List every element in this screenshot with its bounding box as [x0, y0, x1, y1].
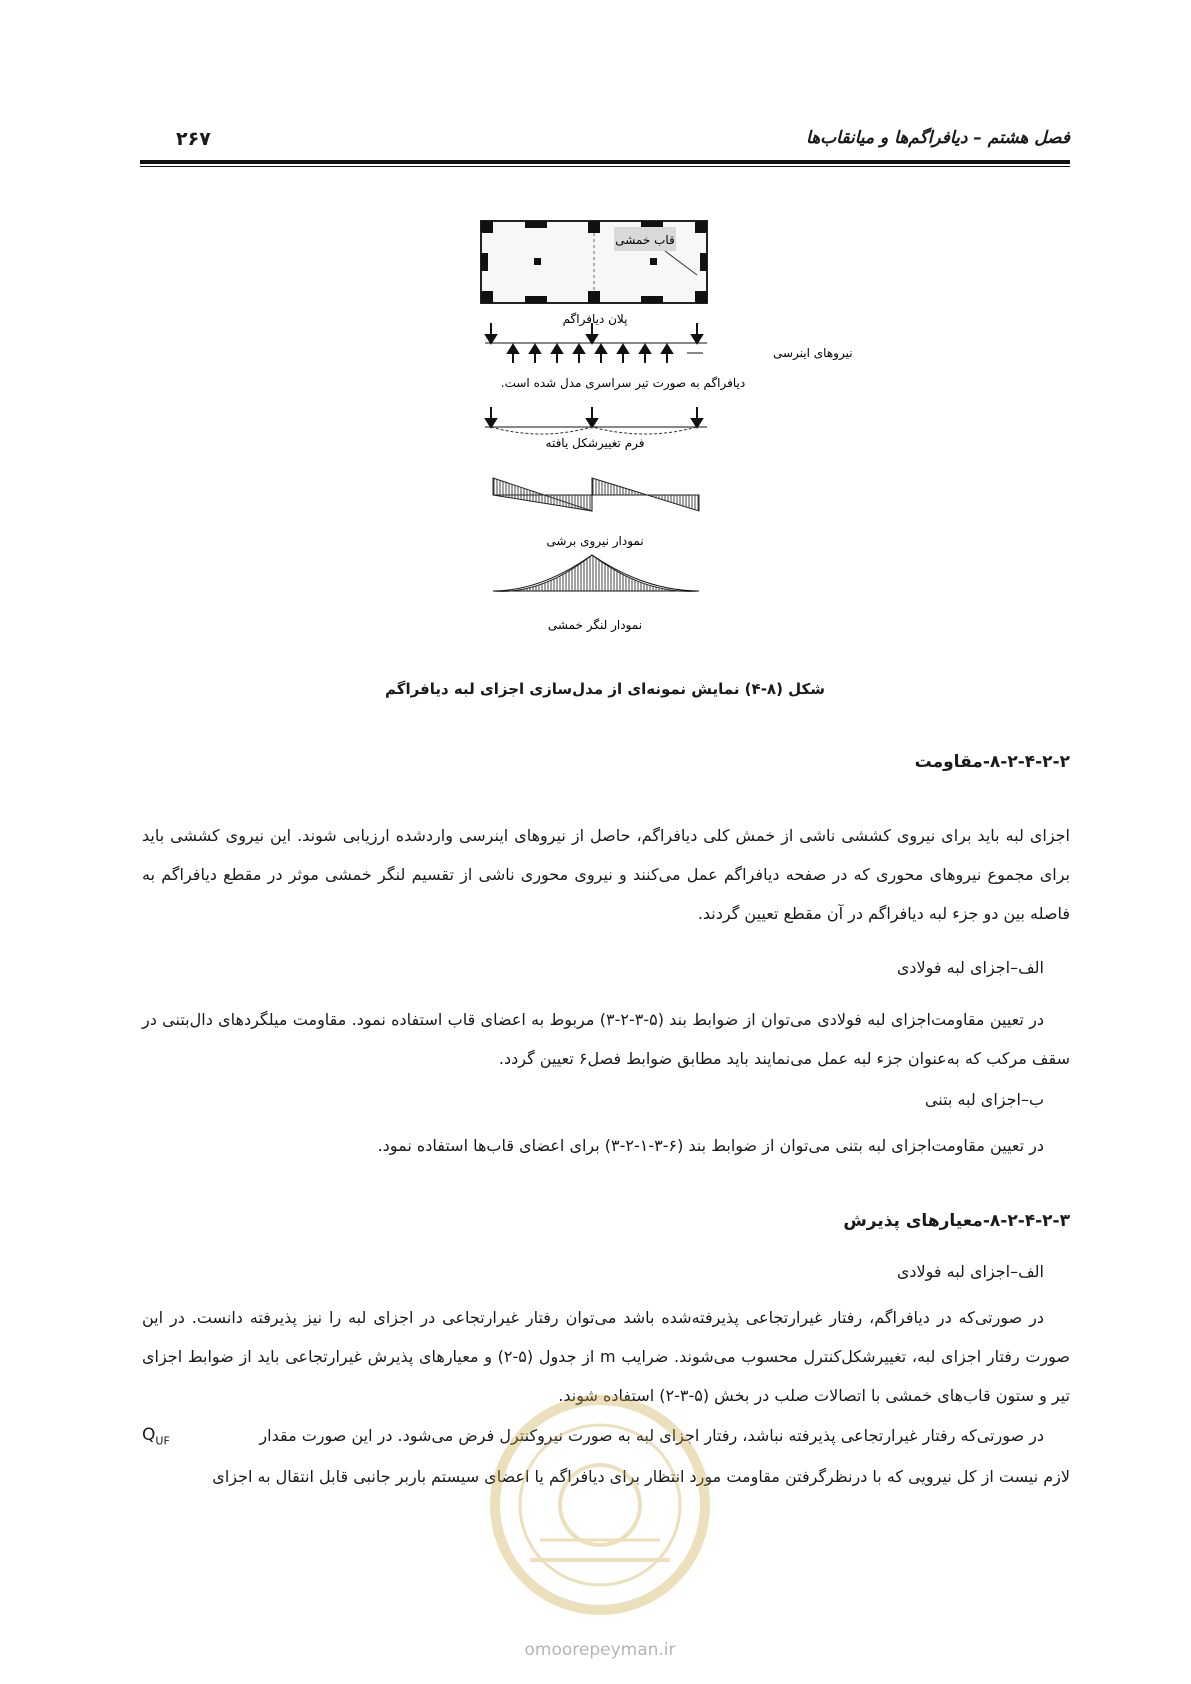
diaphragm-diagram [475, 215, 853, 655]
label-shear: نمودار نیروی برشی [546, 534, 644, 548]
section-heading-strength: ۸-۲-۴-۲-۲-مقاومت [914, 752, 1070, 772]
shear-diagram [493, 478, 699, 511]
deformed-shape [485, 407, 707, 434]
inertia-force-arrows [485, 323, 707, 363]
paragraph-steel-edge: در تعیین مقاومت‌اجزای لبه فولادی می‌توان از ضوابط بند (۵-۳-۲-۳) مربوط به اعضای قاب استفاده نمود. مقاومت میلگردهای دال‌بتنی در سقف مرکب که به‌عنوان جزء لبه عمل می‌نمایند باید مطابق ضوابط فصل۶ تعیین گردد. [142, 1010, 1070, 1068]
paragraph-acceptance-2-line1: در صورتی‌که رفتار غیرارتجاعی پذیرفته نباشد، رفتار اجزای لبه به صورت نیروکنترل فرض می‌شود. در این صورت مقدار [259, 1426, 1044, 1445]
label-beam-model: دیافراگم به صورت تیر سراسری مدل شده است. [500, 376, 746, 390]
subheading-steel-edge: الف–اجزای لبه فولادی [896, 958, 1044, 977]
header-rule-thin [140, 166, 1070, 167]
chapter-title: فصل هشتم – دیافراگم‌ها و میانقاب‌ها [806, 128, 1070, 148]
diaphragm-figure [475, 215, 853, 655]
label-inertia-forces: نیروهای اینرسی [773, 346, 853, 360]
watermark-seal [470, 1390, 730, 1620]
watermark-site: omoorepeyman.ir [524, 1640, 676, 1660]
section-heading-acceptance: ۸-۲-۴-۲-۳-معیارهای پذیرش [843, 1211, 1070, 1231]
label-plan: پلان دیافراگم [562, 312, 628, 326]
paragraph-acceptance-2-line2: لازم نیست از کل نیرویی که با درنظرگرفتن مقاومت مورد انتظار برای دیافراگم یا اعضای سیستم باربر جانبی قابل انتقال به اجزای [212, 1467, 1070, 1486]
q-symbol: Q [142, 1425, 156, 1445]
label-moment: نمودار لنگر خمشی [547, 618, 643, 632]
header-rule-thick [140, 160, 1070, 164]
page-header [140, 128, 1070, 158]
paragraph-strength-intro: اجزای لبه باید برای نیروی کششی ناشی از خمش کلی دیافراگم، حاصل از نیروهای اینرسی واردشده ارزیابی شوند. این نیروی کششی باید برای مجموع نیروهای محوری که در صفحه دیافراگم عمل می‌کنند و نیروی محوری ناشی از تقسیم لنگر خمشی موثر در مقطع دیافراگم به فاصله بین دو جزء لبه دیافراگم در آن مقطع تعیین گردند. [142, 826, 1070, 923]
q-subscript: UF [155, 1434, 170, 1448]
label-deformed: فرم تغییرشکل یافته [545, 436, 645, 450]
q-uf-symbol [142, 1416, 170, 1460]
label-moment-frame: قاب خمشی [615, 233, 675, 247]
seal-logo [470, 1390, 730, 1620]
paragraph-concrete-edge: در تعیین مقاومت‌اجزای لبه بتنی می‌توان از ضوابط بند (۶-۳-۱-۲-۳) برای اعضای قاب‌ها استفاده نمود. [377, 1136, 1044, 1155]
subheading-concrete-edge: ب–اجزای لبه بتنی [924, 1090, 1044, 1109]
page-number: ۲۶۷ [176, 128, 211, 150]
moment-diagram [493, 555, 699, 591]
figure-caption: شکل (۸-۴) نمایش نمونه‌ای از مدل‌سازی اجزای لبه دیافراگم [384, 680, 826, 698]
paragraph-acceptance-1: در صورتی‌که در دیافراگم، رفتار غیرارتجاعی پذیرفته‌شده باشد می‌توان رفتار غیرارتجاعی در اجزای لبه را نیز پذیرفته دانست. در این صورت رفتار اجزای لبه، تغییرشکل‌کنترل محسوب می‌شوند. ضرایب m از جدول (۵-۲) و معیارهای پذیرش غیرارتجاعی باید از ضوابط اجزای تیر و ستون قاب‌های خمشی با اتصالات صلب در بخش (۵-۳-۲) استفاده شوند. [142, 1308, 1071, 1405]
subheading-steel-edge-2: الف–اجزای لبه فولادی [896, 1262, 1044, 1281]
